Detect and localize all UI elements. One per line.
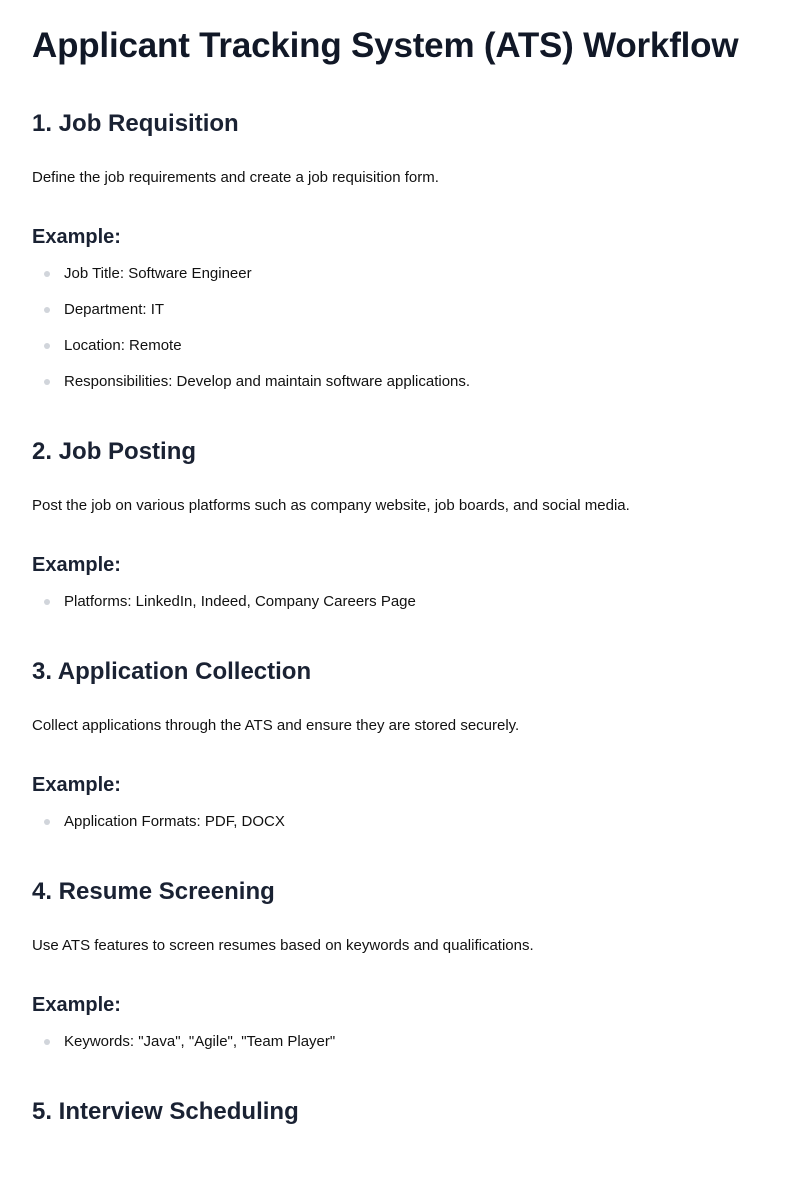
section-heading: 3. Application Collection — [32, 658, 312, 685]
list-item-text: Platforms: LinkedIn, Indeed, Company Careers Page — [64, 593, 416, 610]
section-description: Post the job on various platforms such as company website, job boards, and social media. — [32, 497, 630, 514]
section-description: Define the job requirements and create a job requisition form. — [32, 169, 439, 186]
example-heading: Example: — [32, 226, 121, 248]
section-description: Collect applications through the ATS and ensure they are stored securely. — [32, 717, 520, 734]
bullet-icon — [44, 343, 50, 349]
list-item — [32, 812, 768, 832]
page-title: Applicant Tracking System (ATS) Workflow — [32, 26, 739, 65]
list-item-text: Keywords: "Java", "Agile", "Team Player" — [64, 1033, 336, 1050]
example-list — [32, 812, 768, 832]
list-item-text: Job Title: Software Engineer — [64, 265, 252, 282]
list-item — [32, 592, 768, 612]
section-job-requisition — [32, 108, 768, 392]
list-item — [32, 264, 768, 284]
list-item-text: Location: Remote — [64, 337, 182, 354]
example-list — [32, 592, 768, 612]
list-item-text: Application Formats: PDF, DOCX — [64, 813, 285, 830]
bullet-icon — [44, 599, 50, 605]
section-heading: 2. Job Posting — [32, 438, 197, 465]
section-heading: 4. Resume Screening — [32, 878, 275, 905]
section-resume-screening — [32, 876, 768, 1052]
section-description: Use ATS features to screen resumes based on keywords and qualifications. — [32, 937, 534, 954]
list-item — [32, 336, 768, 356]
bullet-icon — [44, 379, 50, 385]
list-item — [32, 300, 768, 320]
bullet-icon — [44, 271, 50, 277]
list-item — [32, 372, 768, 392]
section-heading: 1. Job Requisition — [32, 110, 239, 137]
section-application-collection — [32, 656, 768, 832]
section-job-posting — [32, 436, 768, 612]
bullet-icon — [44, 819, 50, 825]
bullet-icon — [44, 307, 50, 313]
example-heading: Example: — [32, 994, 121, 1016]
example-heading: Example: — [32, 774, 121, 796]
list-item-text: Responsibilities: Develop and maintain software applications. — [64, 373, 471, 390]
list-item-text: Department: IT — [64, 301, 165, 318]
list-item — [32, 1032, 768, 1052]
example-list — [32, 264, 768, 392]
bullet-icon — [44, 1039, 50, 1045]
example-list — [32, 1032, 768, 1052]
section-interview-scheduling — [32, 1096, 768, 1128]
example-heading: Example: — [32, 554, 121, 576]
section-heading: 5. Interview Scheduling — [32, 1098, 299, 1125]
